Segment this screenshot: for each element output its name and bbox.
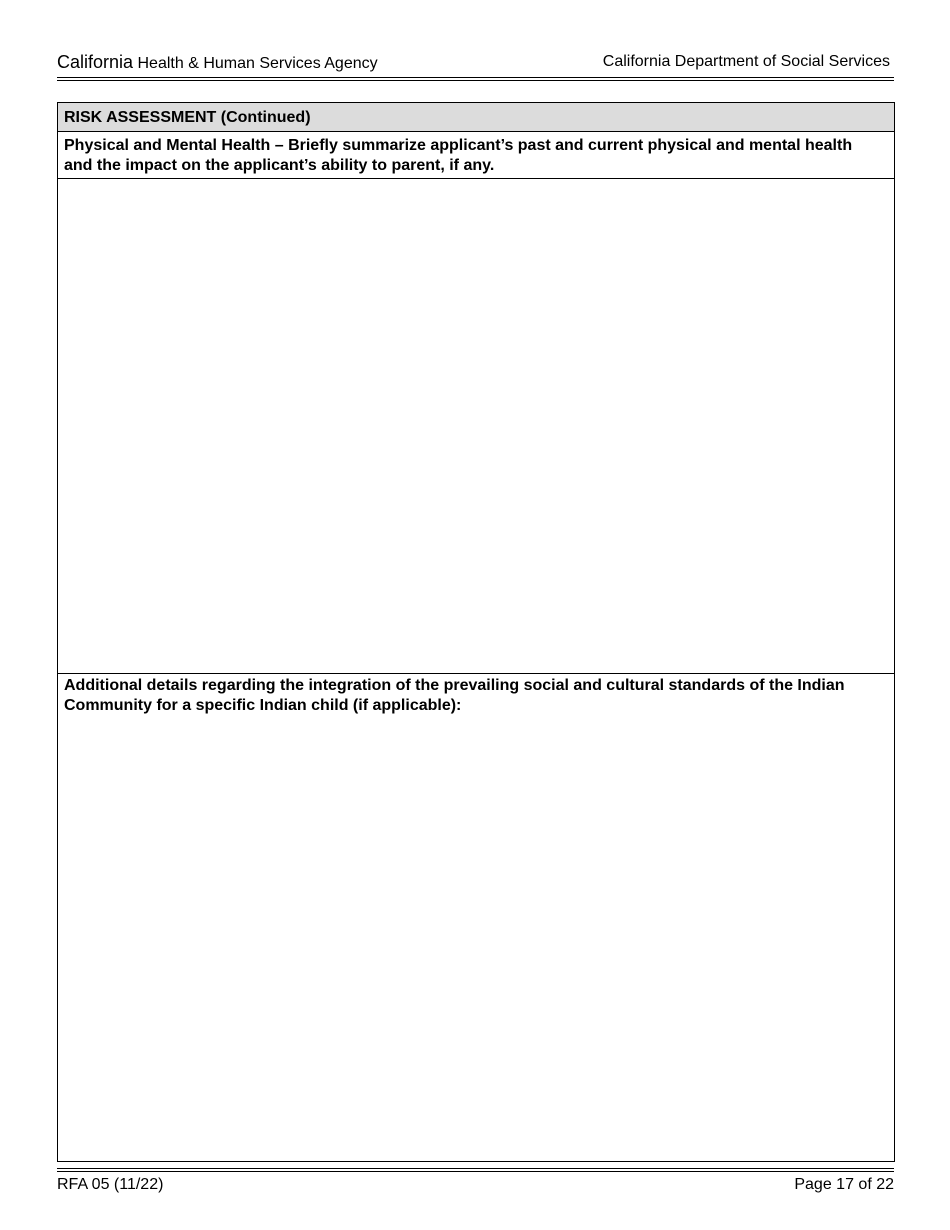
- risk-assessment-form: [57, 102, 895, 1162]
- page-header: [57, 52, 893, 74]
- agency-state: California: [57, 52, 134, 72]
- indian-community-prompt: Additional details regarding the integration of the prevailing social and cultural standards of the Indian Community for a specific Indian child (if applicable):: [64, 677, 845, 714]
- agency-title: [57, 52, 378, 73]
- section-divider: [58, 673, 894, 674]
- physical-mental-health-field[interactable]: [58, 181, 894, 673]
- indian-community-field[interactable]: [58, 723, 894, 1159]
- agency-name: Health & Human Services Agency: [137, 55, 378, 72]
- form-id: RFA 05 (11/22): [57, 1176, 164, 1193]
- header-rule: [57, 77, 894, 78]
- footer-rule: [57, 1168, 894, 1169]
- section-heading: RISK ASSESSMENT (Continued): [58, 103, 894, 132]
- department-name: California Department of Social Services: [602, 53, 890, 70]
- physical-mental-health-prompt: Physical and Mental Health – Briefly summarize applicant’s past and current physical and mental health and the impact on the applicant’s ability to parent, if any.: [58, 136, 894, 179]
- page-number: Page 17 of 22: [794, 1176, 894, 1193]
